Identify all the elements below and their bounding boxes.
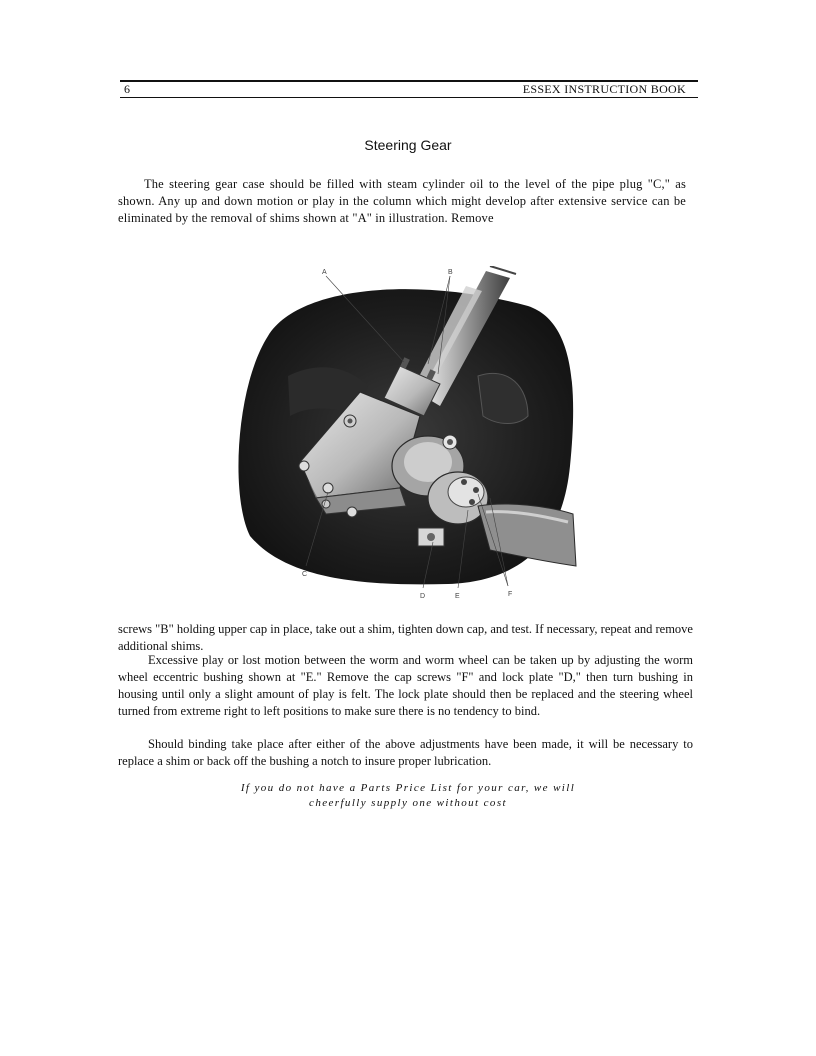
parts-price-list-note xyxy=(0,781,816,811)
section-title: Steering Gear xyxy=(364,137,452,153)
label-e: E xyxy=(455,593,460,600)
running-title: ESSEX INSTRUCTION BOOK xyxy=(522,82,686,96)
note-line-1: If you do not have a Parts Price List for your car, we will xyxy=(240,782,576,794)
illustration-svg xyxy=(228,266,588,606)
label-f: F xyxy=(508,591,513,598)
paragraph-3: Excessive play or lost motion between the worm and worm wheel can be taken up by adjusting the worm wheel eccentric bushing shown at "E." Remove the cap screws "F" and lock plate "D," then turn bushing in housing until only a slight amount of play is felt. The lock plate should then be replaced and the steering wheel turned from extreme right to left positions to make sure there is no tendency to bind. xyxy=(118,653,693,718)
paragraph-4: Should binding take place after either of the above adjustments have been made, it will be necessary to replace a shim or back off the bushing a notch to insure proper lubrication. xyxy=(118,737,693,768)
label-a: A xyxy=(322,269,327,276)
label-c: C xyxy=(302,571,308,578)
label-d: D xyxy=(420,593,426,600)
steering-gear-illustration xyxy=(228,266,588,606)
label-b: B xyxy=(448,269,453,276)
note-line-2: cheerfully supply one without cost xyxy=(309,797,507,809)
header-rule-bottom xyxy=(120,97,698,98)
paragraph-2: screws "B" holding upper cap in place, take out a shim, tighten down cap, and test. If necessary, repeat and remove additional shims. xyxy=(118,622,693,653)
page-header xyxy=(120,80,698,100)
lock-plate xyxy=(418,528,444,546)
page-number: 6 xyxy=(124,82,130,96)
paragraph-1: The steering gear case should be filled with steam cylinder oil to the level of the pipe plug "C," as shown. Any up and down motion or play in the column which might develop after extensive service can be eliminated by the removal of shims shown at "A" in illustration. Remove xyxy=(118,177,686,225)
